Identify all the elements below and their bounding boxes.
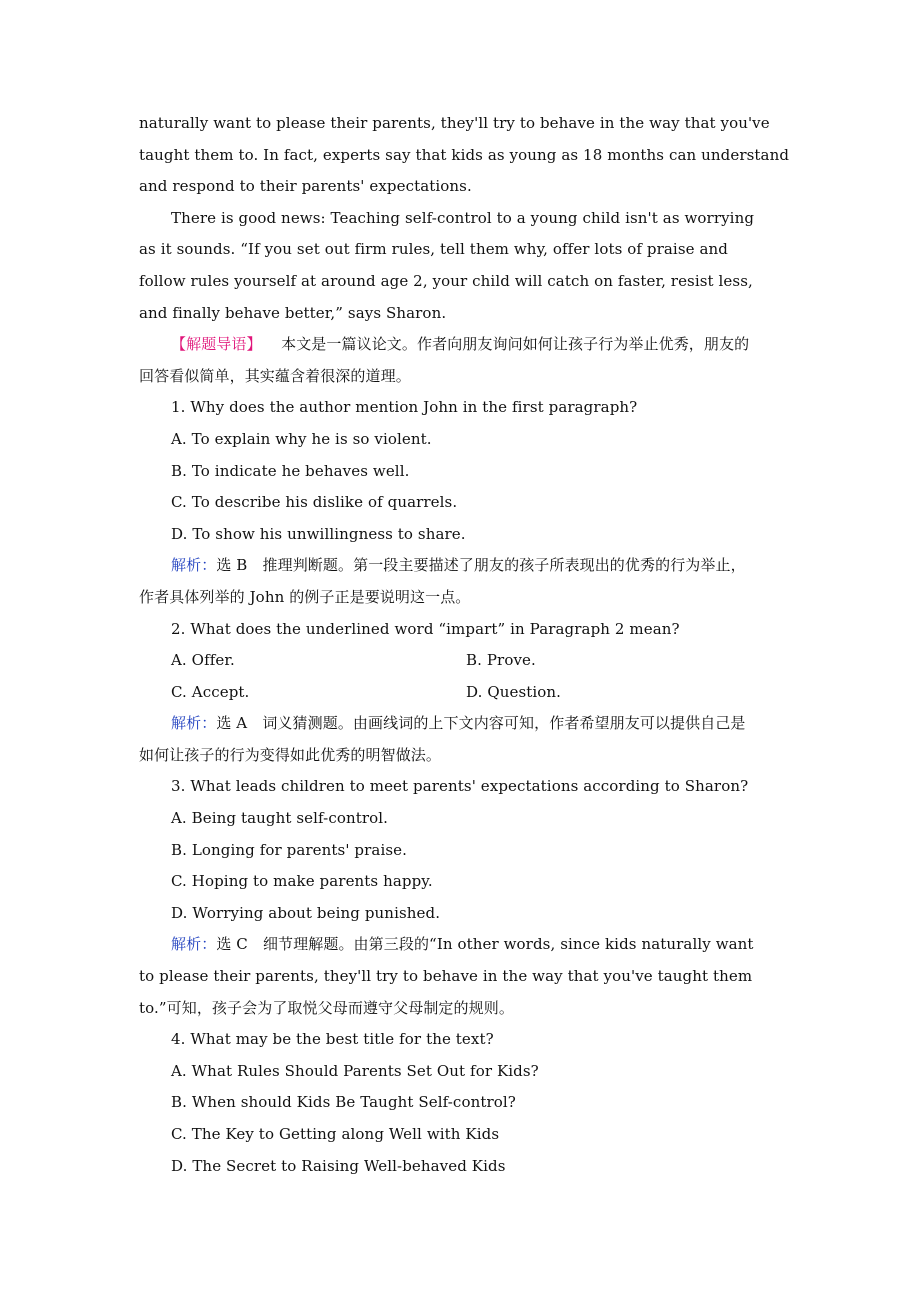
analysis-label: 解析：: [171, 556, 217, 575]
analysis-label: 解析：: [171, 935, 217, 954]
option-row: [139, 645, 789, 677]
option-d: D. To show his unwillingness to share.: [171, 524, 466, 543]
question-stem: 3. What leads children to meet parents' expectations according to Sharon?: [171, 777, 749, 796]
option-c: C. To describe his dislike of quarrels.: [171, 493, 458, 512]
analysis-label: 解析：: [171, 714, 217, 733]
option-a: A. What Rules Should Parents Set Out for Kids?: [171, 1061, 539, 1080]
option-a: A. Being taught self-control.: [171, 809, 389, 828]
text-line: There is good news: Teaching self-control to a young child isn't as worrying: [171, 208, 755, 227]
option-a: A. Offer.: [171, 651, 235, 670]
option-a: A. To explain why he is so violent.: [171, 429, 432, 448]
question-4: [139, 1024, 789, 1182]
text-line: taught them to. In fact, experts say that kids as young as 18 months can understand: [139, 145, 790, 164]
guide-line: 回答看似简单，其实蕴含着很深的道理。: [139, 366, 411, 385]
analysis-line: [139, 929, 789, 961]
question-stem: 1. Why does the author mention John in the first paragraph?: [171, 398, 638, 417]
analysis-line: to please their parents, they'll try to behave in the way that you've taught them: [139, 967, 753, 986]
guide-section: [139, 329, 789, 392]
option-c: C. Hoping to make parents happy.: [171, 872, 433, 891]
option-d: D. The Secret to Raising Well-behaved Kids: [171, 1156, 506, 1175]
analysis-line: 如何让孩子的行为变得如此优秀的明智做法。: [139, 745, 442, 764]
passage-paragraph-3: [139, 108, 789, 203]
analysis-text: 选 A 词义猜测题。由画线词的上下文内容可知，作者希望朋友可以提供自己是: [216, 714, 746, 733]
analysis-line: 作者具体列举的 John 的例子正是要说明这一点。: [139, 587, 471, 606]
guide-label: 【解题导语】: [171, 335, 262, 354]
guide-line: [139, 329, 789, 361]
passage-paragraph-4: [139, 203, 789, 329]
document-page: [139, 108, 789, 1182]
analysis-text: 选 B 推理判断题。第一段主要描述了朋友的孩子所表现出的优秀的行为举止，: [216, 556, 746, 575]
text-line: as it sounds. “If you set out firm rules, tell them why, offer lots of praise and: [139, 240, 728, 259]
analysis-text: 选 C 细节理解题。由第三段的“In other words, since kids naturally want: [216, 935, 754, 954]
option-b: B. When should Kids Be Taught Self-control?: [171, 1093, 516, 1112]
question-2: [139, 614, 789, 772]
option-b: B. Prove.: [466, 651, 536, 670]
option-b: B. To indicate he behaves well.: [171, 461, 410, 480]
text-line: and respond to their parents' expectations.: [139, 177, 472, 196]
option-d: D. Worrying about being punished.: [171, 903, 441, 922]
option-c: C. Accept.: [171, 682, 250, 701]
analysis-line: [139, 708, 789, 740]
text-line: naturally want to please their parents, they'll try to behave in the way that you've: [139, 114, 770, 132]
guide-text: 本文是一篇议论文。作者向朋友询问如何让孩子行为举止优秀，朋友的: [281, 335, 750, 354]
option-b: B. Longing for parents' praise.: [171, 840, 407, 859]
option-row: [139, 677, 789, 709]
analysis-line: [139, 550, 789, 582]
question-1: [139, 392, 789, 613]
question-3: [139, 771, 789, 1024]
analysis-line: to.”可知，孩子会为了取悦父母而遵守父母制定的规则。: [139, 998, 514, 1017]
text-line: and finally behave better,” says Sharon.: [139, 303, 447, 322]
text-line: follow rules yourself at around age 2, your child will catch on faster, resist less,: [139, 271, 753, 290]
question-stem: 4. What may be the best title for the text?: [171, 1030, 494, 1049]
option-d: D. Question.: [466, 682, 562, 701]
question-stem: 2. What does the underlined word “impart” in Paragraph 2 mean?: [171, 619, 680, 638]
option-c: C. The Key to Getting along Well with Kids: [171, 1125, 500, 1143]
